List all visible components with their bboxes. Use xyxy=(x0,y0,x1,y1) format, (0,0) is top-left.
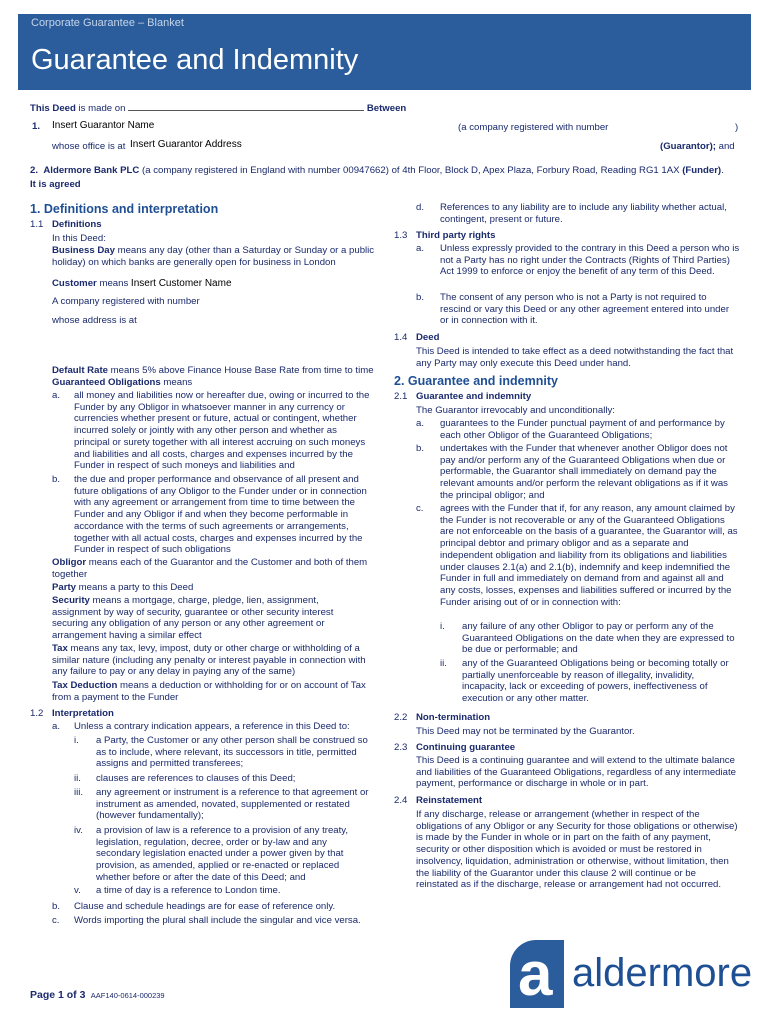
clause-1-4-number: 1.4 xyxy=(394,332,408,343)
clause-2-1-number: 2.1 xyxy=(394,391,408,402)
party-1-number: 1. xyxy=(32,121,41,132)
customer-address-label: whose address is at xyxy=(52,315,137,326)
date-field[interactable] xyxy=(128,110,364,111)
interp-a: Unless a contrary indication appears, a reference in this Deed to: xyxy=(74,721,350,732)
document-subtitle: Corporate Guarantee – Blanket xyxy=(31,17,184,29)
clause-2-2-text: This Deed may not be terminated by the Guarantor. xyxy=(416,726,635,737)
section-1-heading: 1. Definitions and interpretation xyxy=(30,202,219,216)
interp-ii: clauses are references to clauses of this Deed; xyxy=(96,773,296,784)
clause-2-3-text: This Deed is a continuing guarantee and will extend to the ultimate balance and liabilities of the Guaranteed Obligations, regardless of any intermediate payment, performance or discharge in whole or in part. xyxy=(416,755,736,790)
clause-1-2-heading: Interpretation xyxy=(52,708,114,719)
gi-a-number: a. xyxy=(416,418,425,429)
page-number: Page 1 of 3 xyxy=(30,989,86,1001)
customer-reg-label: A company registered with number xyxy=(52,296,200,307)
form-code: AAF140-0614-000239 xyxy=(90,991,165,1000)
between-label: Between xyxy=(366,103,407,114)
period: . xyxy=(721,165,724,176)
def-customer: Customer means Insert Customer Name xyxy=(52,278,232,289)
made-on-line xyxy=(30,103,406,115)
made-on-label: is made on xyxy=(75,103,126,114)
go-item-a: all money and liabilities now or hereafter due, owing or incurred to the Funder by any Obligor in whatsoever manner in any currency or currencies whether present or future, actual or contingent, whether incurred solely or jointly with any other person and whether as principal or surety together with all interest accruing on such moneys and liabilities and all costs, charges and expenses incurred by the Funder in respect of such moneys and liabilities and xyxy=(74,390,370,472)
clause-1-1-heading: Definitions xyxy=(52,219,102,230)
clause-1-1-number: 1.1 xyxy=(30,219,44,230)
clause-1-3-heading: Third party rights xyxy=(416,230,496,241)
interp-i-number: i. xyxy=(74,735,79,746)
clause-1-4-heading: Deed xyxy=(416,332,440,343)
def-business-day: Business Day means any day (other than a Saturday or Sunday or a public holiday) on which banks are generally open for business in London xyxy=(52,245,375,268)
go-item-b-number: b. xyxy=(52,474,61,485)
aldermore-logo-letter: a xyxy=(518,940,553,1009)
gi-ii: any of the Guaranteed Obligations being or becoming totally or partially unenforceable by reason of illegality, invalidity, incapacity, lack or exceeding of powers, ineffectiveness of execution or any other matter. xyxy=(462,658,729,705)
funder-tag: (Funder) xyxy=(682,165,722,176)
clause-2-4-text: If any discharge, release or arrangement (whether in respect of the obligations of any Obligor or any Security for those obligations or otherwise) is made by the Funder in whole or in part on the faith of any payment, security or other disposition which is avoided or must be restored in insolvency, liquidation, administration or otherwise, without limitation, then the liability of the Guarantor under this clause 2 will continue or be reinstated as if the discharge, release or arrangement had not occurred. xyxy=(416,809,738,891)
go-item-a-number: a. xyxy=(52,390,61,401)
guarantor-tag: (Guarantor); xyxy=(660,141,716,152)
guarantor-name-field[interactable]: Insert Guarantor Name xyxy=(52,120,155,131)
clause-2-2-heading: Non-termination xyxy=(416,712,491,723)
and-label: and xyxy=(718,141,735,152)
funder-name: Aldermore Bank PLC xyxy=(43,165,140,176)
interp-c-number: c. xyxy=(52,915,60,926)
gi-i-number: i. xyxy=(440,621,445,632)
interp-d-number: d. xyxy=(416,202,425,213)
company-reg-label: (a company registered with number xyxy=(458,122,609,133)
interp-iv: a provision of law is a reference to a provision of any treaty, legislation, regulation, decree, order or by-law and any secondary legislation enacted under a power given by that provision, as amended, applied or re-enacted or replaced whether before or after the date of this Deed; and xyxy=(96,825,349,883)
interp-c: Words importing the plural shall include the singular and vice versa. xyxy=(74,915,361,926)
clause-1-4-text: This Deed is intended to take effect as a deed notwithstanding the fact that any Party may only execute this Deed under hand. xyxy=(416,346,734,369)
it-is-agreed: It is agreed xyxy=(30,179,81,190)
def-obligor: Obligor means each of the Guarantor and the Customer and both of them together xyxy=(52,557,368,580)
customer-name-field[interactable]: Insert Customer Name xyxy=(130,278,232,289)
header-banner xyxy=(18,14,751,90)
in-this-deed: In this Deed: xyxy=(52,233,106,244)
party-2-line xyxy=(30,165,724,177)
clause-2-1-heading: Guarantee and indemnity xyxy=(416,391,532,402)
party-2-number: 2. xyxy=(30,165,39,176)
interp-b: Clause and schedule headings are for ease of reference only. xyxy=(74,901,336,912)
interp-v-number: v. xyxy=(74,885,81,896)
footer-page xyxy=(30,989,165,1002)
interp-d: References to any liability are to include any liability whether actual, contingent, present or future. xyxy=(440,202,727,225)
def-default-rate: Default Rate means 5% above Finance House Base Rate from time to time xyxy=(52,365,374,376)
clause-2-3-heading: Continuing guarantee xyxy=(416,742,516,753)
interp-iii-number: iii. xyxy=(74,787,84,798)
def-guaranteed-obligations: Guaranteed Obligations means xyxy=(52,377,193,388)
tpr-b: The consent of any person who is not a Party is not required to rescind or vary this Deed or any other agreement entered into under or in connection with it. xyxy=(440,292,730,327)
gi-ii-number: ii. xyxy=(440,658,447,669)
clause-1-2-number: 1.2 xyxy=(30,708,44,719)
gi-c-number: c. xyxy=(416,503,424,514)
interp-a-number: a. xyxy=(52,721,61,732)
clause-2-4-number: 2.4 xyxy=(394,795,408,806)
this-deed-label: This Deed xyxy=(30,103,76,114)
interp-iii: any agreement or instrument is a reference to that agreement or instrument as amended, novated, supplemented or restated (however fundamentally); xyxy=(96,787,369,822)
def-tax: Tax means any tax, levy, impost, duty or other charge or withholding of a similar nature (including any penalty or interest payable in connection with any failure to pay or any delay in paying any of the same) xyxy=(52,643,366,678)
tpr-a: Unless expressly provided to the contrary in this Deed a person who is not a Party has no right under the Contracts (Rights of Third Parties) Act 1999 to enforce or enjoy the benefit of any term of this Deed. xyxy=(440,243,740,278)
gi-i: any failure of any other Obligor to pay or perform any of the Guaranteed Obligations on the date when they are expressed to be due or performable; and xyxy=(462,621,735,656)
aldermore-logo-text: aldermore xyxy=(572,951,753,995)
tpr-b-number: b. xyxy=(416,292,425,303)
def-security: Security means a mortgage, charge, pledge, lien, assignment, assignment by way of security, guarantee or other security interest securing any obligation of any person or any other agreement or arrangement having a similar effect xyxy=(52,595,334,642)
clause-2-2-number: 2.2 xyxy=(394,712,408,723)
interp-i: a Party, the Customer or any other person shall be construed so as to include, where relevant, its successors in title, permitted assigns and permitted transferees; xyxy=(96,735,368,770)
interp-v: a time of day is a reference to London time. xyxy=(96,885,281,896)
def-tax-deduction: Tax Deduction means a deduction or withholding for or on account of Tax from a payment to the Funder xyxy=(52,680,366,703)
office-at-label: whose office is at xyxy=(52,141,126,152)
clause-2-1-text: The Guarantor irrevocably and unconditionally: xyxy=(416,405,615,416)
funder-details: (a company registered in England with number 00947662) of 4th Floor, Block D, Apex Plaza, Forbury Road, Reading RG1 1AX xyxy=(139,165,683,176)
clause-2-4-heading: Reinstatement xyxy=(416,795,483,806)
def-party: Party means a party to this Deed xyxy=(52,582,194,593)
document-title: Guarantee and Indemnity xyxy=(31,44,359,76)
gi-b-number: b. xyxy=(416,443,425,454)
guarantor-address-field[interactable]: Insert Guarantor Address xyxy=(130,139,242,150)
go-item-b: the due and proper performance and observance of all present and future obligations of any Obligor to the Funder under or in connection with any agreement or arrangement from time to time between the Funder and any Obligor if and when they become performable in accordance with the terms of such agreements or arrangements, together with all actual costs, charges and expenses incurred by the Funder in respect of such obligations xyxy=(74,474,367,556)
tpr-a-number: a. xyxy=(416,243,425,254)
paren-close: ) xyxy=(735,122,739,133)
gi-b: undertakes with the Funder that whenever another Obligor does not pay and/or perform any of the Guaranteed Obligations when due or performable, the Guarantor shall immediately on demand pay the relevant amounts and/or perform the relevant obligations as if it was the principal obligor; and xyxy=(440,443,728,501)
clause-2-3-number: 2.3 xyxy=(394,742,408,753)
clause-1-3-number: 1.3 xyxy=(394,230,408,241)
interp-b-number: b. xyxy=(52,901,61,912)
section-2-heading: 2. Guarantee and indemnity xyxy=(394,374,558,388)
interp-iv-number: iv. xyxy=(74,825,83,836)
gi-a: guarantees to the Funder punctual payment of and performance by each other Obligor of the Guaranteed Obligations; xyxy=(440,418,725,441)
gi-c: agrees with the Funder that if, for any reason, any amount claimed by the Funder is not recoverable or any of the Guaranteed Obligations are not enforceable on the basis of a guarantee, the Guarantor will, as principal debtor and primary obligor and as a separate and independent obligation and liability from its obligations and liabilities under clauses 2.1(a) and 2.1(b), indemnify and keep indemnified the Funder in full and immediately on demand from and against all and any costs, losses, expenses and liabilities suffered or incurred by the Funder arising out of or in connection with: xyxy=(440,503,738,608)
interp-ii-number: ii. xyxy=(74,773,81,784)
